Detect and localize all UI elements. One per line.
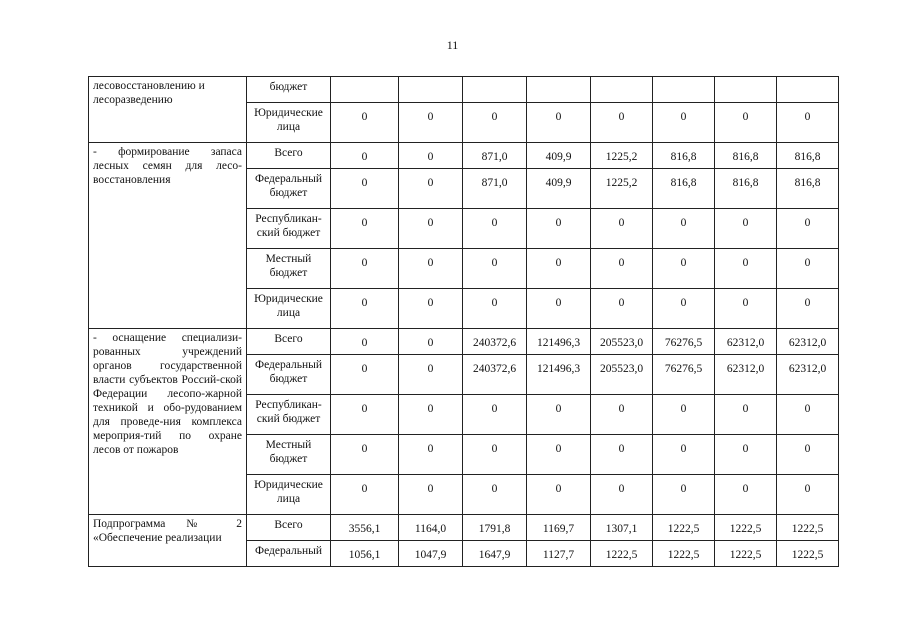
page-number: 11: [446, 38, 459, 52]
value-cell: [463, 77, 527, 103]
value-cell: 0: [463, 435, 527, 475]
value-cell: 0: [399, 475, 463, 515]
value-cell: 0: [399, 169, 463, 209]
value-cell: 0: [777, 435, 839, 475]
value-cell: 0: [331, 249, 399, 289]
funding-source: Всего: [247, 143, 331, 169]
value-cell: 0: [527, 289, 591, 329]
value-cell: 0: [527, 103, 591, 143]
value-cell: 0: [527, 209, 591, 249]
value-cell: 0: [463, 209, 527, 249]
funding-source: Федеральный бюджет: [247, 355, 331, 395]
table-row: [89, 515, 839, 541]
value-cell: 0: [777, 395, 839, 435]
value-cell: 0: [591, 249, 653, 289]
value-cell: 0: [331, 475, 399, 515]
table-row: [89, 329, 839, 355]
value-cell: 1222,5: [591, 541, 653, 567]
value-cell: [399, 77, 463, 103]
value-cell: 0: [463, 103, 527, 143]
value-cell: 871,0: [463, 169, 527, 209]
value-cell: 205523,0: [591, 329, 653, 355]
value-cell: 1222,5: [653, 541, 715, 567]
value-cell: [591, 77, 653, 103]
value-cell: 0: [777, 103, 839, 143]
value-cell: 0: [777, 249, 839, 289]
value-cell: 205523,0: [591, 355, 653, 395]
value-cell: 0: [715, 103, 777, 143]
value-cell: 0: [399, 435, 463, 475]
value-cell: 816,8: [653, 143, 715, 169]
value-cell: 0: [399, 355, 463, 395]
value-cell: 0: [777, 475, 839, 515]
table-row: [89, 77, 839, 103]
value-cell: 1222,5: [715, 515, 777, 541]
value-cell: 0: [527, 435, 591, 475]
value-cell: 1647,9: [463, 541, 527, 567]
value-cell: 0: [653, 475, 715, 515]
value-cell: 0: [715, 435, 777, 475]
value-cell: 871,0: [463, 143, 527, 169]
value-cell: 0: [715, 395, 777, 435]
row-description: - оснащение специализи-рованных учреждений органов государственной власти субъектов Россий-ской Федерации лесопо-жарной техникой и обо-рудованием для проведе-ния комплекса мероприя-тий по охране лесов от пожаров: [89, 329, 247, 515]
value-cell: 0: [653, 395, 715, 435]
value-cell: 0: [331, 435, 399, 475]
value-cell: 1222,5: [777, 541, 839, 567]
funding-source: Юридические лица: [247, 103, 331, 143]
budget-table: [88, 76, 839, 567]
value-cell: 0: [331, 103, 399, 143]
value-cell: 0: [653, 289, 715, 329]
value-cell: 1164,0: [399, 515, 463, 541]
value-cell: 0: [527, 395, 591, 435]
value-cell: [331, 77, 399, 103]
value-cell: 62312,0: [777, 355, 839, 395]
value-cell: 816,8: [777, 169, 839, 209]
value-cell: 0: [591, 103, 653, 143]
row-description: - формирование запаса лесных семян для лесо-восстановления: [89, 143, 247, 329]
value-cell: 240372,6: [463, 355, 527, 395]
value-cell: 0: [463, 289, 527, 329]
funding-source: Республикан- ский бюджет: [247, 209, 331, 249]
value-cell: 0: [653, 209, 715, 249]
value-cell: 0: [399, 143, 463, 169]
funding-source: Юридические лица: [247, 289, 331, 329]
value-cell: 0: [777, 289, 839, 329]
value-cell: 0: [399, 395, 463, 435]
value-cell: 0: [331, 209, 399, 249]
funding-source: бюджет: [247, 77, 331, 103]
value-cell: 0: [653, 435, 715, 475]
value-cell: 240372,6: [463, 329, 527, 355]
value-cell: 0: [527, 249, 591, 289]
value-cell: 0: [331, 169, 399, 209]
funding-source: Всего: [247, 329, 331, 355]
value-cell: 62312,0: [715, 355, 777, 395]
value-cell: 0: [653, 249, 715, 289]
value-cell: 0: [331, 329, 399, 355]
value-cell: 1307,1: [591, 515, 653, 541]
value-cell: 0: [591, 289, 653, 329]
row-description: Подпрограмма № 2 «Обеспечение реализации: [89, 515, 247, 567]
value-cell: 3556,1: [331, 515, 399, 541]
value-cell: 409,9: [527, 169, 591, 209]
value-cell: 0: [591, 395, 653, 435]
value-cell: 1127,7: [527, 541, 591, 567]
value-cell: 121496,3: [527, 329, 591, 355]
value-cell: 1222,5: [653, 515, 715, 541]
value-cell: 0: [399, 249, 463, 289]
value-cell: 0: [331, 143, 399, 169]
value-cell: 0: [527, 475, 591, 515]
value-cell: 0: [715, 209, 777, 249]
value-cell: 0: [463, 249, 527, 289]
funding-source: Юридические лица: [247, 475, 331, 515]
value-cell: 0: [777, 209, 839, 249]
value-cell: 0: [591, 209, 653, 249]
value-cell: 816,8: [715, 169, 777, 209]
value-cell: 0: [331, 395, 399, 435]
value-cell: 816,8: [653, 169, 715, 209]
value-cell: [715, 77, 777, 103]
value-cell: 76276,5: [653, 355, 715, 395]
value-cell: 0: [715, 289, 777, 329]
value-cell: 0: [331, 355, 399, 395]
value-cell: 0: [399, 209, 463, 249]
value-cell: 62312,0: [715, 329, 777, 355]
value-cell: 1791,8: [463, 515, 527, 541]
value-cell: [653, 77, 715, 103]
funding-source: Всего: [247, 515, 331, 541]
value-cell: 62312,0: [777, 329, 839, 355]
value-cell: 0: [463, 475, 527, 515]
value-cell: 409,9: [527, 143, 591, 169]
value-cell: [527, 77, 591, 103]
value-cell: 1047,9: [399, 541, 463, 567]
funding-source: Местный бюджет: [247, 249, 331, 289]
value-cell: 1225,2: [591, 169, 653, 209]
value-cell: 0: [463, 395, 527, 435]
value-cell: 0: [591, 435, 653, 475]
value-cell: 0: [653, 103, 715, 143]
value-cell: 121496,3: [527, 355, 591, 395]
value-cell: 0: [399, 103, 463, 143]
value-cell: 816,8: [715, 143, 777, 169]
value-cell: 0: [715, 475, 777, 515]
value-cell: 76276,5: [653, 329, 715, 355]
value-cell: 0: [591, 475, 653, 515]
value-cell: 1222,5: [777, 515, 839, 541]
funding-source: Республикан- ский бюджет: [247, 395, 331, 435]
value-cell: 0: [715, 249, 777, 289]
value-cell: 0: [399, 289, 463, 329]
funding-source: Федеральный бюджет: [247, 169, 331, 209]
value-cell: 1056,1: [331, 541, 399, 567]
funding-source: Федеральный: [247, 541, 331, 567]
value-cell: 816,8: [777, 143, 839, 169]
row-description: лесовосстановлению и лесоразведению: [89, 77, 247, 143]
value-cell: 0: [331, 289, 399, 329]
value-cell: [777, 77, 839, 103]
value-cell: 1222,5: [715, 541, 777, 567]
value-cell: 1225,2: [591, 143, 653, 169]
value-cell: 0: [399, 329, 463, 355]
funding-source: Местный бюджет: [247, 435, 331, 475]
table-row: [89, 143, 839, 169]
value-cell: 1169,7: [527, 515, 591, 541]
